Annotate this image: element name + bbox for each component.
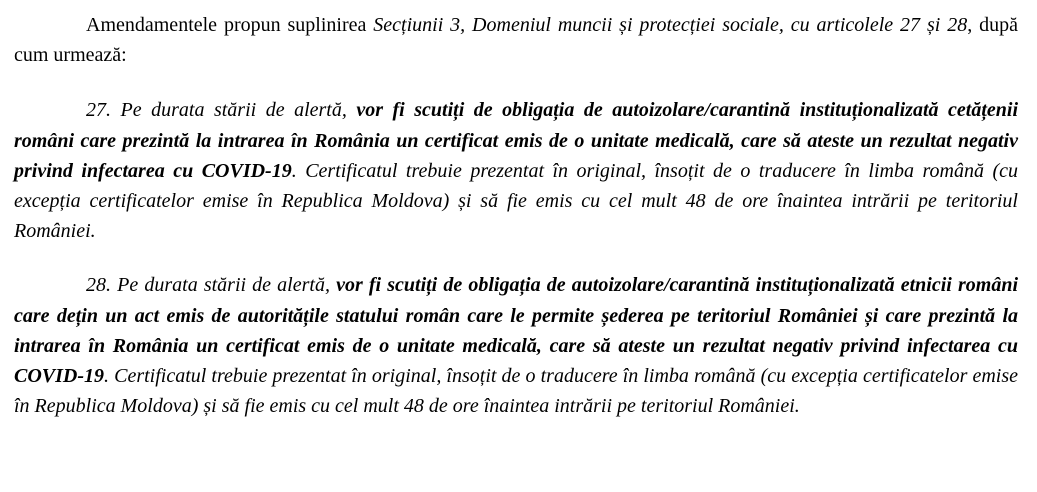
article-28-tail: . Certificatul trebuie prezentat în original, însoțit de o traducere în limba română (cu excepția certificatelor emise în Republica Moldova) și să fie emis cu cel mult 48 de ore înaintea intrării pe teritoriul României. bbox=[14, 365, 1018, 418]
article-28-bold-text: vor fi scutiți de obligația de autoizolare/carantină instituționalizată etnicii români care dețin un act emis de autoritățile statului român care le permite șederea pe teritoriul României și care prezintă la intrarea în România un certificat emis de o unitate medicală, care să ateste un rezultat negativ privind infectarea cu COVID-19 bbox=[14, 274, 1018, 388]
article-28-paragraph bbox=[14, 270, 1018, 421]
article-27-paragraph bbox=[14, 95, 1018, 246]
intro-section-reference: Secțiunii 3, Domeniul muncii și protecției sociale, cu articolele 27 și 28 bbox=[373, 14, 968, 36]
article-28-lead: 28. Pe durata stării de alertă, bbox=[86, 274, 337, 297]
intro-suffix: , după cum urmează: bbox=[14, 14, 1018, 67]
intro-prefix: Amendamentele propun suplinirea bbox=[86, 14, 374, 36]
article-27-tail: . Certificatul trebuie prezentat în original, însoțit de o traducere în limba română (cu excepția certificatelor emise în Republica Moldova) și să fie emis cu cel mult 48 de ore înaintea intrării pe teritoriul României. bbox=[14, 159, 1018, 243]
article-27-bold-text: vor fi scutiți de obligația de autoizolare/carantină instituționalizată cetățenii români care prezintă la intrarea în România un certificat emis de o unitate medicală, care să ateste un rezultat negativ privind infectarea cu COVID-19 bbox=[14, 99, 1019, 182]
article-27-lead: 27. Pe durata stării de alertă, bbox=[86, 99, 357, 122]
document-body bbox=[14, 10, 1018, 421]
intro-paragraph bbox=[14, 10, 1018, 70]
